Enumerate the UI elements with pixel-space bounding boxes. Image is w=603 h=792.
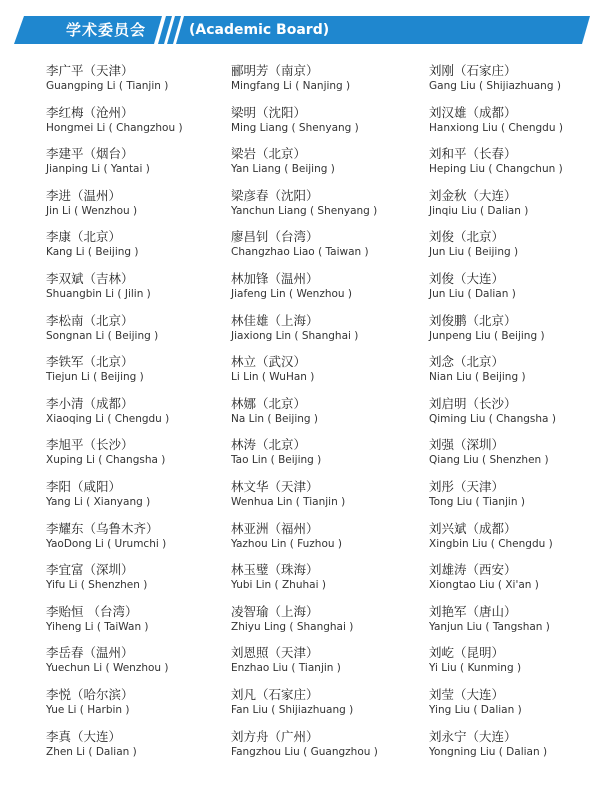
member-entry	[231, 686, 416, 728]
member-entry	[46, 561, 231, 603]
member-name-chinese: 刘凡（石家庄）	[231, 686, 319, 702]
member-entry	[46, 395, 231, 437]
member-name-english: Xuping Li ( Changsha )	[46, 454, 166, 467]
member-entry	[46, 520, 231, 562]
member-name-english: Yi Liu ( Kunming )	[429, 662, 522, 675]
member-name-chinese: 林立（武汉）	[231, 354, 307, 370]
member-name-english: Xiaoqing Li ( Chengdu )	[46, 412, 170, 425]
member-entry	[429, 104, 603, 146]
member-entry	[231, 270, 416, 312]
member-column-3	[429, 62, 603, 769]
member-name-chinese: 刘汉雄（成都）	[429, 104, 517, 120]
member-entry	[46, 436, 231, 478]
member-name-english: Fan Liu ( Shijiazhuang )	[231, 703, 354, 716]
member-entry	[46, 145, 231, 187]
member-name-chinese: 李铁军（北京）	[46, 354, 134, 370]
member-name-chinese: 李进（温州）	[46, 187, 122, 203]
member-entry	[429, 312, 603, 354]
member-entry	[46, 644, 231, 686]
member-name-chinese: 林加锋（温州）	[231, 270, 319, 286]
member-name-english: Zhiyu Ling ( Shanghai )	[231, 620, 354, 633]
member-entry	[429, 561, 603, 603]
member-name-english: Li Lin ( WuHan )	[231, 371, 315, 384]
section-header	[0, 14, 603, 46]
member-name-english: Jinqiu Liu ( Dalian )	[429, 204, 529, 217]
member-name-english: Kang Li ( Beijing )	[46, 246, 139, 259]
member-name-english: Yue Li ( Harbin )	[46, 703, 130, 716]
member-name-english: Yongning Liu ( Dalian )	[429, 745, 548, 758]
member-name-chinese: 李宜富（深圳）	[46, 562, 134, 578]
member-name-chinese: 林玉璧（珠海）	[231, 562, 319, 578]
member-entry	[231, 728, 416, 770]
member-name-chinese: 林文华（天津）	[231, 478, 319, 494]
member-entry	[46, 62, 231, 104]
member-name-chinese: 刘俊鹏（北京）	[429, 312, 517, 328]
member-name-chinese: 刘艳军（唐山）	[429, 603, 517, 619]
member-name-english: Wenhua Lin ( Tianjin )	[231, 495, 346, 508]
member-name-chinese: 刘俊（北京）	[429, 229, 505, 245]
member-name-chinese: 刘启明（长沙）	[429, 395, 517, 411]
member-entry	[429, 603, 603, 645]
member-name-chinese: 刘和平（长春）	[429, 146, 517, 162]
member-name-english: Guangping Li ( Tianjin )	[46, 80, 169, 92]
member-entry	[231, 145, 416, 187]
member-name-english: Hanxiong Liu ( Chengdu )	[429, 121, 563, 134]
member-name-english: Qiang Liu ( Shenzhen )	[429, 454, 549, 467]
member-name-english: Songnan Li ( Beijing )	[46, 329, 159, 342]
member-name-chinese: 刘俊（大连）	[429, 270, 505, 286]
member-name-english: Jianping Li ( Yantai )	[46, 163, 150, 176]
member-name-english: Xiongtao Liu ( Xi'an )	[429, 579, 539, 592]
member-name-english: Yang Li ( Xianyang )	[46, 495, 151, 508]
member-name-chinese: 刘念（北京）	[429, 354, 505, 370]
member-name-chinese: 刘刚（石家庄）	[429, 63, 517, 78]
member-entry	[231, 187, 416, 229]
member-entry	[46, 603, 231, 645]
member-entry	[231, 603, 416, 645]
member-name-english: Yazhou Lin ( Fuzhou )	[231, 537, 342, 550]
member-name-english: Enzhao Liu ( Tianjin )	[231, 662, 341, 675]
member-name-chinese: 李双斌（吉林）	[46, 270, 134, 286]
member-name-english: Ming Liang ( Shenyang )	[231, 121, 359, 134]
member-entry	[429, 353, 603, 395]
member-name-chinese: 刘屹（昆明）	[429, 645, 505, 661]
member-entry	[231, 62, 416, 104]
member-name-english: Zhen Li ( Dalian )	[46, 745, 137, 758]
member-name-chinese: 梁彦春（沈阳）	[231, 187, 319, 203]
member-entry	[231, 561, 416, 603]
member-name-english: Tiejun Li ( Beijing )	[46, 371, 144, 384]
member-name-english: Jiafeng Lin ( Wenzhou )	[231, 287, 353, 300]
member-name-english: Gang Liu ( Shijiazhuang )	[429, 80, 561, 92]
member-name-chinese: 林娜（北京）	[231, 395, 307, 411]
member-name-chinese: 李耀东（乌鲁木齐）	[46, 520, 159, 536]
member-name-chinese: 林亚洲（福州）	[231, 520, 319, 536]
member-name-english: Junpeng Liu ( Beijing )	[429, 329, 545, 342]
member-entry	[46, 228, 231, 270]
member-name-chinese: 李贻恒 （台湾）	[46, 603, 138, 619]
member-name-chinese: 刘兴斌（成都）	[429, 520, 517, 536]
header-title-chinese: 学术委员会	[66, 21, 147, 39]
member-entry	[46, 104, 231, 146]
member-entry	[46, 478, 231, 520]
member-entry	[231, 520, 416, 562]
member-name-chinese: 郦明芳（南京）	[231, 63, 319, 78]
member-name-chinese: 刘莹（大连）	[429, 686, 505, 702]
member-column-2	[231, 62, 416, 769]
member-entry	[231, 104, 416, 146]
member-name-chinese: 李旭平（长沙）	[46, 437, 134, 453]
member-entry	[231, 353, 416, 395]
member-name-chinese: 林涛（北京）	[231, 437, 307, 453]
member-entry	[429, 395, 603, 437]
member-entry	[429, 270, 603, 312]
member-entry	[429, 436, 603, 478]
member-name-english: Ying Liu ( Dalian )	[429, 703, 522, 716]
member-name-english: Jun Liu ( Beijing )	[429, 246, 519, 259]
member-name-chinese: 李阳（咸阳）	[46, 478, 122, 494]
member-name-english: Na Lin ( Beijing )	[231, 412, 318, 425]
member-entry	[429, 686, 603, 728]
member-entry	[46, 312, 231, 354]
member-entry	[46, 187, 231, 229]
member-name-chinese: 刘强（深圳）	[429, 437, 505, 453]
member-name-english: Yuechun Li ( Wenzhou )	[46, 662, 169, 675]
member-name-english: Hongmei Li ( Changzhou )	[46, 121, 183, 134]
member-name-chinese: 林佳雄（上海）	[231, 312, 319, 328]
member-entry	[46, 728, 231, 770]
member-entry	[231, 436, 416, 478]
member-name-chinese: 李真（大连）	[46, 728, 122, 744]
member-entry	[429, 187, 603, 229]
member-name-chinese: 刘方舟（广州）	[231, 728, 319, 744]
member-name-chinese: 李岳春（温州）	[46, 645, 134, 661]
member-name-chinese: 刘雄涛（西安）	[429, 562, 517, 578]
member-entry	[231, 312, 416, 354]
member-name-english: Yanjun Liu ( Tangshan )	[429, 620, 550, 633]
member-name-chinese: 李红梅（沧州）	[46, 104, 134, 120]
member-name-chinese: 梁明（沈阳）	[231, 104, 307, 120]
member-name-chinese: 廖昌钊（台湾）	[231, 229, 319, 245]
member-name-chinese: 刘金秋（大连）	[429, 187, 517, 203]
member-name-english: Mingfang Li ( Nanjing )	[231, 80, 351, 92]
member-entry	[429, 728, 603, 770]
member-entry	[429, 644, 603, 686]
member-name-english: Nian Liu ( Beijing )	[429, 371, 526, 384]
member-name-english: Qiming Liu ( Changsha )	[429, 412, 556, 425]
member-name-english: Heping Liu ( Changchun )	[429, 163, 563, 176]
member-name-english: Fangzhou Liu ( Guangzhou )	[231, 745, 378, 758]
member-name-english: YaoDong Li ( Urumchi )	[46, 537, 167, 550]
member-name-english: Yubi Lin ( Zhuhai )	[231, 579, 326, 592]
member-entry	[46, 686, 231, 728]
member-entry	[231, 228, 416, 270]
member-entry	[429, 478, 603, 520]
member-name-english: Xingbin Liu ( Chengdu )	[429, 537, 553, 550]
member-entry	[429, 228, 603, 270]
member-name-english: Jun Liu ( Dalian )	[429, 287, 516, 300]
member-name-chinese: 刘恩照（天津）	[231, 645, 319, 661]
member-name-english: Changzhao Liao ( Taiwan )	[231, 246, 369, 259]
member-entry	[46, 270, 231, 312]
member-entry	[429, 520, 603, 562]
member-name-english: Yanchun Liang ( Shenyang )	[231, 204, 378, 217]
member-name-chinese: 李康（北京）	[46, 229, 122, 245]
member-entry	[231, 478, 416, 520]
member-name-english: Yan Liang ( Beijing )	[231, 163, 335, 176]
member-name-english: Jiaxiong Lin ( Shanghai )	[231, 329, 359, 342]
member-name-chinese: 凌智瑜（上海）	[231, 603, 319, 619]
member-entry	[231, 395, 416, 437]
member-name-chinese: 李广平（天津）	[46, 63, 134, 78]
member-name-chinese: 李小清（成都）	[46, 395, 134, 411]
member-name-english: Yiheng Li ( TaiWan )	[46, 620, 149, 633]
member-entry	[429, 62, 603, 104]
member-name-chinese: 李悦（哈尔滨）	[46, 686, 134, 702]
member-name-chinese: 刘彤（天津）	[429, 478, 505, 494]
member-column-1	[46, 62, 231, 769]
member-entry	[429, 145, 603, 187]
member-entry	[46, 353, 231, 395]
header-title-english: (Academic Board)	[189, 22, 330, 38]
member-name-english: Yifu Li ( Shenzhen )	[46, 579, 148, 592]
member-name-chinese: 李建平（烟台）	[46, 146, 134, 162]
member-name-english: Shuangbin Li ( Jilin )	[46, 287, 151, 300]
member-name-chinese: 李松南（北京）	[46, 312, 134, 328]
member-name-english: Tao Lin ( Beijing )	[231, 454, 322, 467]
member-name-chinese: 刘永宁（大连）	[429, 728, 517, 744]
member-entry	[231, 644, 416, 686]
member-name-chinese: 梁岩（北京）	[231, 146, 307, 162]
member-name-english: Tong Liu ( Tianjin )	[429, 495, 525, 508]
member-name-english: Jin Li ( Wenzhou )	[46, 204, 138, 217]
